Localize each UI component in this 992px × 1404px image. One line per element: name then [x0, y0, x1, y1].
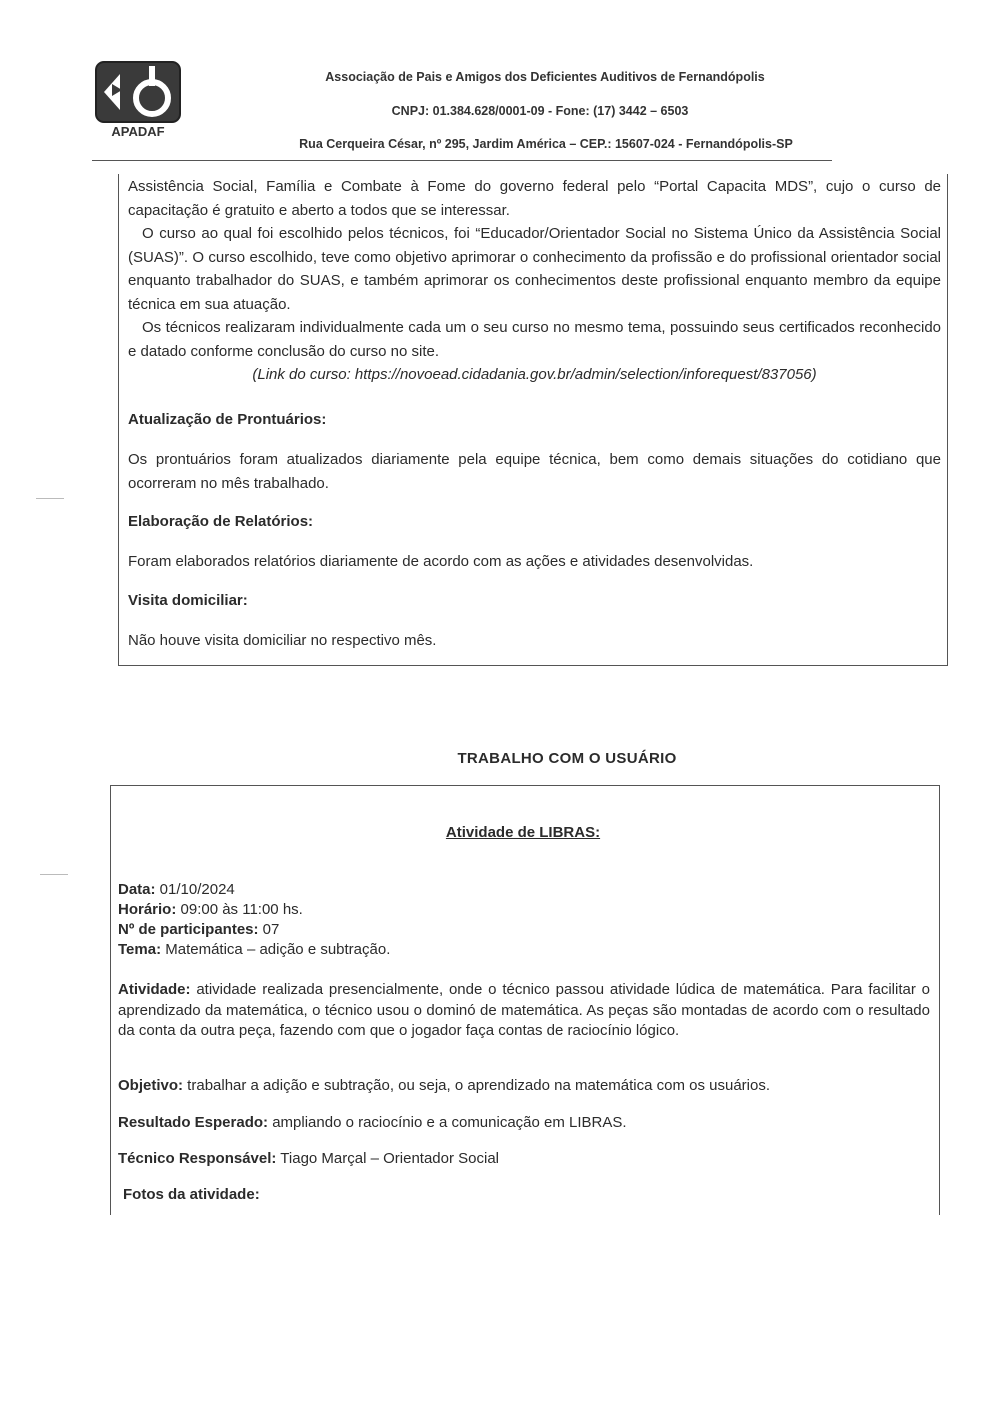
section-title-trabalho-usuario: TRABALHO COM O USUÁRIO [457, 750, 677, 767]
apadaf-logo [94, 60, 184, 140]
margin-mark [36, 498, 64, 499]
label-tema: Tema: [118, 941, 162, 958]
course-link: (Link do curso: https://novoead.cidadania.gov.br/admin/selection/inforequest/837056) [252, 366, 817, 383]
label-atividade: Atividade: [118, 981, 191, 998]
text-visita-domiciliar: Não houve visita domiciliar no respectivo mês. [128, 632, 437, 649]
value-tema: Matemática – adição e subtração. [161, 941, 391, 958]
field-horario [118, 900, 930, 921]
label-objetivo: Objetivo: [118, 1077, 184, 1094]
label-data: Data: [118, 881, 156, 898]
paragraph-curso-escolhido: O curso ao qual foi escolhido pelos técnicos, foi “Educador/Orientador Social no Sistema Único da Assistência Social (SUAS)”. O curso escolhido, teve como objetivo aprimorar o conhecimento da profissão e do profissional orientador social enquanto trabalhador do SUAS, e também aprimorar os conhecimentos deste profissional enquanto membro da equipe técnica em sua atuação. [128, 225, 941, 313]
logo-text: APADAF [111, 124, 165, 139]
field-participantes [118, 920, 930, 941]
label-horario: Horário: [118, 901, 177, 918]
header-divider [92, 160, 832, 161]
heading-visita-domiciliar: Visita domiciliar: [128, 592, 248, 609]
text-atualizacao-prontuarios: Os prontuários foram atualizados diariamente pela equipe técnica, bem como demais situações do cotidiano que ocorreram no mês trabalhado. [128, 451, 941, 492]
value-participantes: 07 [258, 921, 280, 938]
heading-atualizacao-prontuarios: Atualização de Prontuários: [128, 411, 327, 428]
address: Rua Cerqueira César, nº 295, Jardim América – CEP.: 15607-024 - Fernandópolis-SP [299, 137, 793, 151]
field-resultado [118, 1113, 930, 1134]
field-data [118, 880, 930, 901]
field-objetivo [118, 1076, 930, 1097]
value-horario: 09:00 às 11:00 hs. [176, 901, 303, 918]
paragraph-tecnicos-realizaram: Os técnicos realizaram individualmente cada um o seu curso no mesmo tema, possuindo seus certificados reconhecido e datado conforme conclusão do curso no site. [128, 319, 941, 360]
label-fotos-atividade: Fotos da atividade: [123, 1186, 260, 1203]
value-data: 01/10/2024 [155, 881, 235, 898]
value-tecnico: Tiago Marçal – Orientador Social [276, 1150, 499, 1167]
paragraph-portal-capacita: Assistência Social, Família e Combate à Fome do governo federal pelo “Portal Capacita MDS”, cujo o curso de capacitação é gratuito e aberto a todos que se interessar. [128, 178, 941, 219]
text-elaboracao-relatorios: Foram elaborados relatórios diariamente de acordo com as ações e atividades desenvolvidas. [128, 553, 754, 570]
value-atividade: atividade realizada presencialmente, onde o técnico passou atividade lúdica de matemática. Para facilitar o aprendizado da matemática, o técnico usou o dominó de matemática. As peças são montadas de acordo com o resultado da conta da outra peça, fazendo com que o jogador faça contas de raciocínio lógico. [118, 981, 930, 1039]
label-participantes: Nº de participantes: [118, 921, 259, 938]
margin-mark [40, 874, 68, 875]
label-resultado: Resultado Esperado: [118, 1114, 269, 1131]
org-name: Associação de Pais e Amigos dos Deficientes Auditivos de Fernandópolis [325, 70, 765, 84]
field-tema [118, 940, 930, 961]
heading-elaboracao-relatorios: Elaboração de Relatórios: [128, 513, 314, 530]
value-resultado: ampliando o raciocínio e a comunicação em LIBRAS. [268, 1114, 627, 1131]
activity-title: Atividade de LIBRAS: [445, 824, 601, 841]
cnpj-phone: CNPJ: 01.384.628/0001-09 - Fone: (17) 3442 – 6503 [391, 104, 689, 118]
value-objetivo: trabalhar a adição e subtração, ou seja, o aprendizado na matemática com os usuários. [183, 1077, 771, 1094]
field-tecnico [118, 1149, 930, 1170]
label-tecnico: Técnico Responsável: [118, 1150, 277, 1167]
field-atividade [118, 980, 930, 1042]
